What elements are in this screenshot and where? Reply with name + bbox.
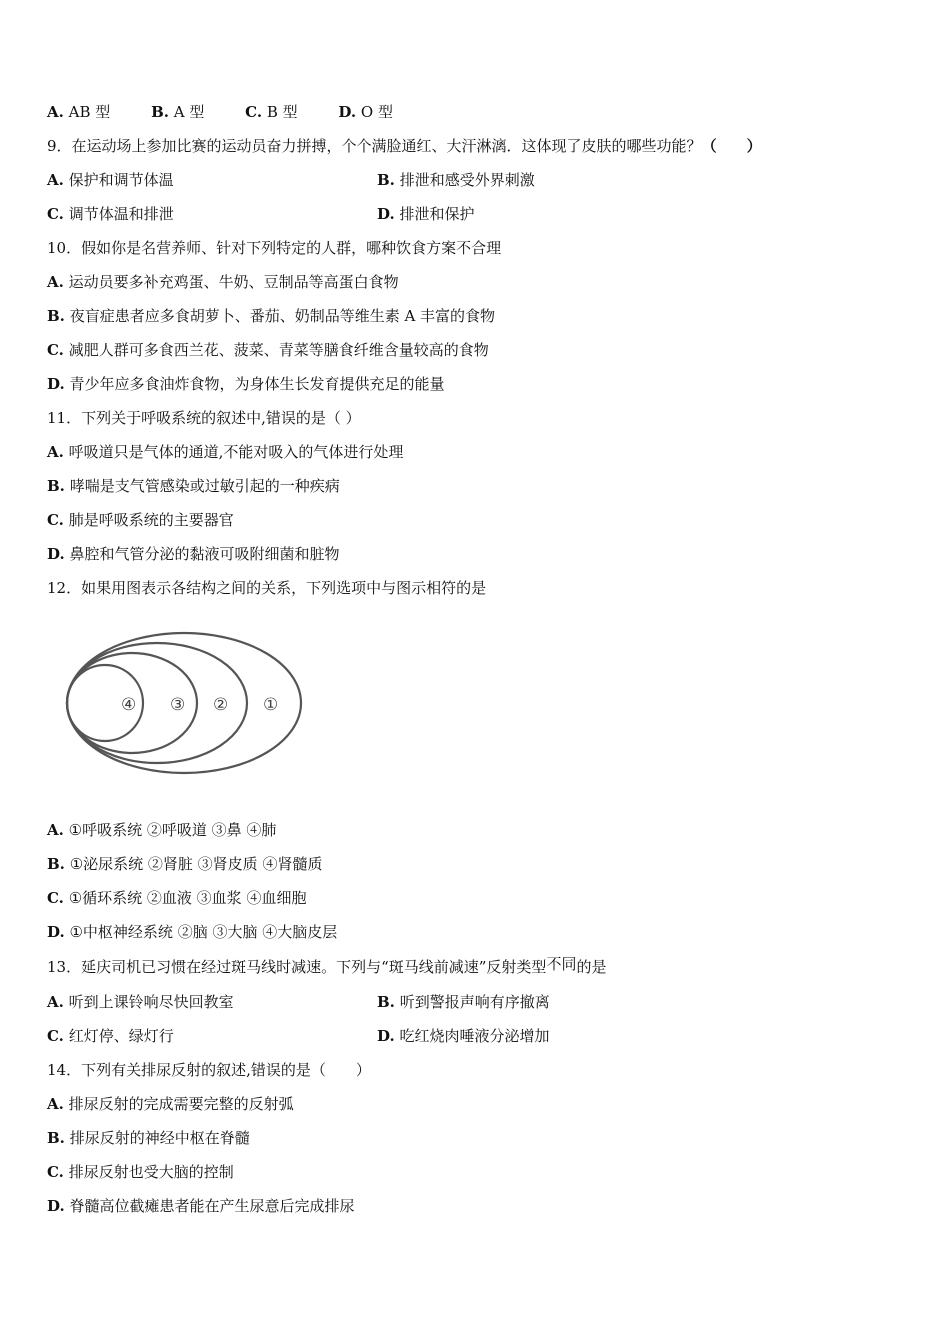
q9-option-a: A. 保护和调节体温	[47, 171, 174, 189]
q11-stem: 11．下列关于呼吸系统的叙述中,错误的是（ ）	[47, 409, 361, 427]
q9-option-b: B. 排泄和感受外界刺激	[377, 171, 535, 189]
q13-option-b: B. 听到警报声响有序撤离	[377, 993, 550, 1011]
q12-stem: 12．如果用图表示各结构之间的关系，下列选项中与图示相符的是	[47, 579, 487, 597]
nested-ellipses-diagram	[62, 630, 312, 780]
q11-option-a: A. 呼吸道只是气体的通道,不能对吸入的气体进行处理	[47, 443, 404, 461]
q13-option-a: A. 听到上课铃响尽快回教室	[47, 993, 234, 1011]
diagram-label-2: ②	[213, 695, 229, 715]
q14-option-a: A. 排尿反射的完成需要完整的反射弧	[47, 1095, 294, 1113]
q12-option-c: C. ①循环系统 ②血液 ③血浆 ④血细胞	[47, 889, 307, 907]
q12-option-a: A. ①呼吸系统 ②呼吸道 ③鼻 ④肺	[47, 821, 277, 839]
q14-stem: 14．下列有关排尿反射的叙述,错误的是（ ）	[47, 1061, 371, 1079]
q10-option-c: C. 减肥人群可多食西兰花、菠菜、青菜等膳食纤维含量较高的食物	[47, 341, 489, 359]
q8-options	[47, 101, 429, 123]
q14-option-b: B. 排尿反射的神经中枢在脊髓	[47, 1129, 250, 1147]
q14-option-d: D. 脊髓高位截瘫患者能在产生尿意后完成排尿	[47, 1197, 355, 1215]
q8-option-c: C. B 型	[245, 103, 298, 121]
q12-option-b: B. ①泌尿系统 ②肾脏 ③肾皮质 ④肾髓质	[47, 855, 323, 873]
q13-stem: 13．延庆司机已习惯在经过斑马线时减速。下列与“斑马线前减速”反射类型不同的是	[47, 955, 607, 976]
q11-option-b: B. 哮喘是支气管感染或过敏引起的一种疾病	[47, 477, 340, 495]
q12-option-d: D. ①中枢神经系统 ②脑 ③大脑 ④大脑皮层	[47, 923, 338, 941]
q10-stem: 10．假如你是名营养师、针对下列特定的人群，哪种饮食方案不合理	[47, 239, 502, 257]
q14-option-c: C. 排尿反射也受大脑的控制	[47, 1163, 234, 1181]
q13-option-d: D. 吃红烧肉唾液分泌增加	[377, 1027, 550, 1045]
q9-option-d: D. 排泄和保护	[377, 205, 475, 223]
q10-option-a: A. 运动员要多补充鸡蛋、牛奶、豆制品等高蛋白食物	[47, 273, 399, 291]
q8-option-d: D. O 型	[338, 103, 393, 121]
q9-option-c: C. 调节体温和排泄	[47, 205, 174, 223]
q11-option-d: D. 鼻腔和气管分泌的黏液可吸附细菌和脏物	[47, 545, 340, 563]
q10-option-d: D. 青少年应多食油炸食物，为身体生长发育提供充足的能量	[47, 375, 445, 393]
q10-option-b: B. 夜盲症患者应多食胡萝卜、番茄、奶制品等维生素 A 丰富的食物	[47, 307, 496, 325]
q8-option-b: B. A 型	[151, 103, 205, 121]
q13-option-c: C. 红灯停、绿灯行	[47, 1027, 174, 1045]
diagram-label-3: ③	[170, 695, 186, 715]
q8-option-a: A. AB 型	[47, 103, 111, 121]
diagram-label-4: ④	[121, 695, 137, 715]
q11-option-c: C. 肺是呼吸系统的主要器官	[47, 511, 234, 529]
q9-stem: 9．在运动场上参加比赛的运动员奋力拼搏，个个满脸通红、大汗淋漓．这体现了皮肤的哪些功能？（ ）	[47, 137, 762, 155]
diagram-label-1: ①	[263, 695, 279, 715]
